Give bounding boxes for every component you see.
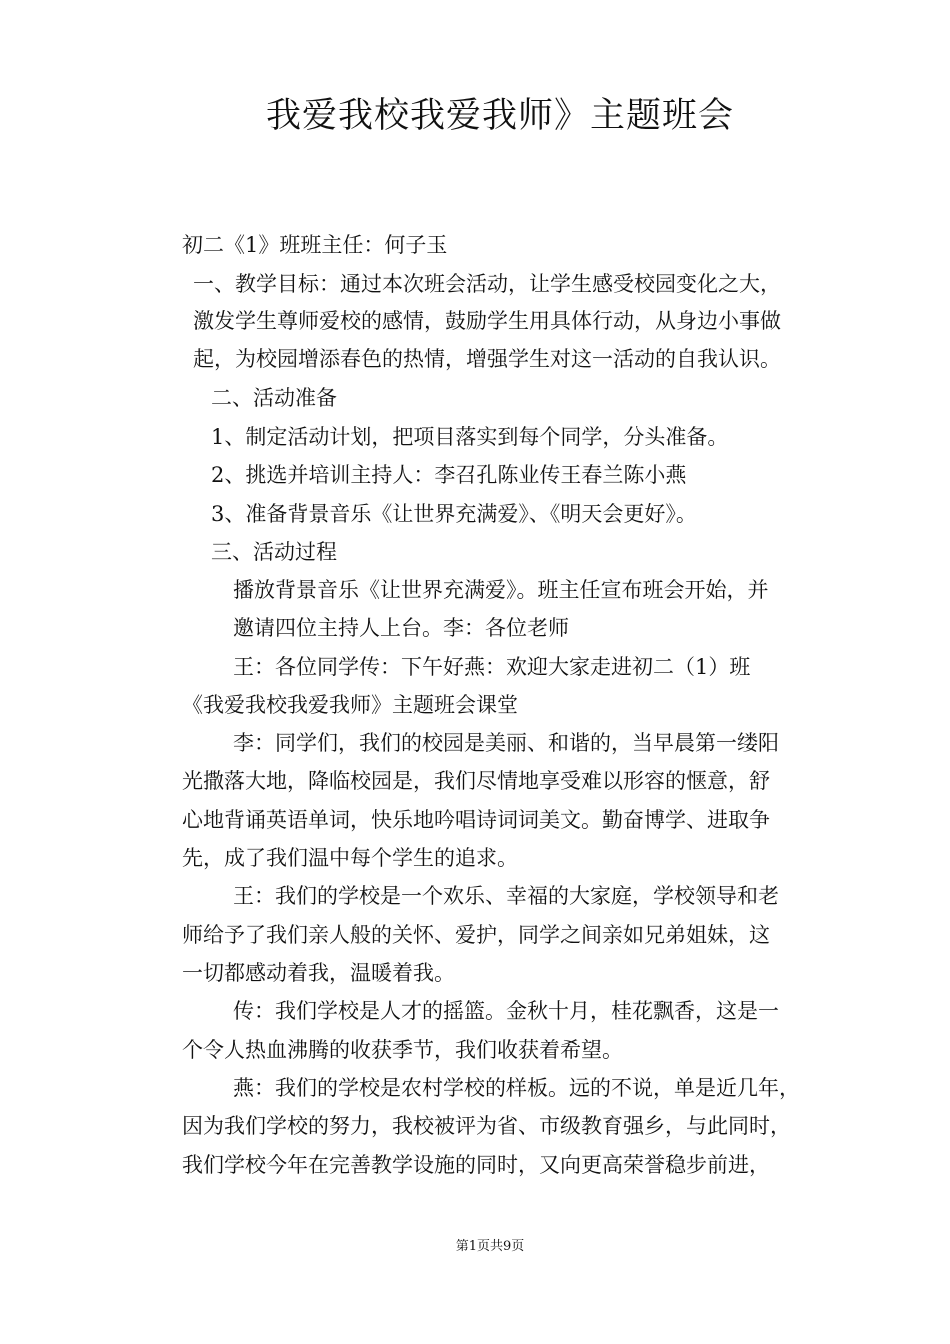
text-line: 因为我们学校的努力，我校被评为省、市级教育强乡，与此同时，	[182, 1114, 791, 1138]
text-line: 播放背景音乐《让世界充满爱》。班主任宣布班会开始，并	[233, 578, 769, 602]
text-line: 激发学生尊师爱校的感情，鼓励学生用具体行动，从身边小事做	[193, 309, 781, 333]
text-line: 王：我们的学校是一个欢乐、幸福的大家庭，学校领导和老	[233, 884, 779, 908]
text-line: 心地背诵英语单词，快乐地吟唱诗词词美文。勤奋博学、进取争	[182, 808, 770, 832]
section-heading: 三、活动过程	[211, 540, 337, 564]
text-line: 光撒落大地，降临校园是，我们尽情地享受难以形容的惬意，舒	[182, 769, 770, 793]
text-line: 传：我们学校是人才的摇篮。金秋十月，桂花飘香，这是一	[233, 999, 779, 1023]
page-title: 我爱我校我爱我师》主题班会	[265, 96, 734, 136]
text-line: 燕：我们的学校是农村学校的样板。远的不说，单是近几年，	[233, 1076, 800, 1100]
text-line: 邀请四位主持人上台。李：各位老师	[233, 616, 569, 640]
text-line: 1、制定活动计划，把项目落实到每个同学，分头准备。	[211, 425, 729, 449]
text-line: 王：各位同学传：下午好燕：欢迎大家走进初二（1）班	[233, 655, 751, 679]
page-number-footer: 第1页共9页	[455, 1239, 525, 1254]
text-line: 3、准备背景音乐《让世界充满爱》、《明天会更好》。	[211, 502, 697, 526]
text-line: 起，为校园增添春色的热情，增强学生对这一活动的自我认识。	[193, 347, 781, 371]
text-line: 个令人热血沸腾的收获季节，我们收获着希望。	[182, 1038, 623, 1062]
text-line: 一、教学目标：通过本次班会活动，让学生感受校园变化之大，	[193, 272, 781, 296]
text-line: 师给予了我们亲人般的关怀、爱护，同学之间亲如兄弟姐妹，这	[182, 923, 770, 947]
text-line: 先，成了我们温中每个学生的追求。	[182, 846, 518, 870]
text-line: 一切都感动着我，温暖着我。	[182, 961, 455, 985]
text-line: 2、挑选并培训主持人：李召孔陈业传王春兰陈小燕	[211, 463, 687, 487]
text-line: 初二《1》班班主任：何子玉	[182, 233, 448, 257]
text-line: 《我爱我校我爱我师》主题班会课堂	[182, 693, 518, 717]
text-line: 我们学校今年在完善教学设施的同时，又向更高荣誉稳步前进，	[182, 1153, 770, 1177]
text-line: 李：同学们，我们的校园是美丽、和谐的，当早晨第一缕阳	[233, 731, 779, 755]
section-heading: 二、活动准备	[211, 386, 337, 410]
